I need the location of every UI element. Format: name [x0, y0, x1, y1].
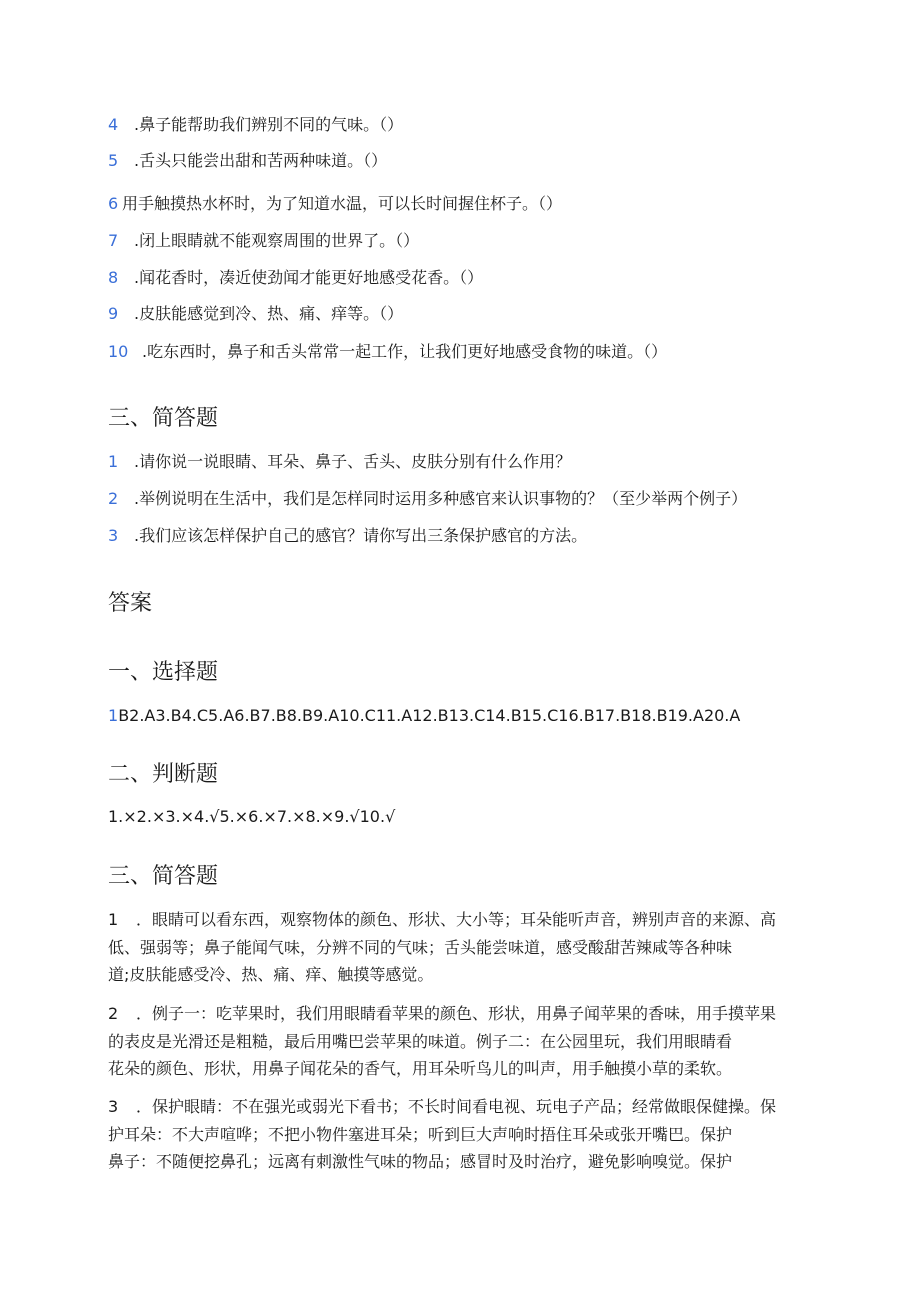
question-text: .鼻子能帮助我们辨别不同的气味。（）: [134, 115, 404, 134]
answer-number: 1: [108, 910, 119, 929]
section-heading-short-answer: 三、简答题: [108, 406, 219, 431]
question-text: .请你说一说眼睛、耳朵、鼻子、舌头、皮肤分别有什么作用？: [134, 452, 572, 471]
answer-number: 2: [108, 1004, 119, 1023]
judgement-question-4: [108, 114, 403, 136]
question-text: .舌头只能尝出甜和苦两种味道。（）: [134, 151, 388, 170]
judgement-question-6: [108, 193, 562, 215]
question-number: 7: [108, 231, 119, 250]
answers-short-heading: 三、简答题: [108, 864, 219, 889]
answer-paragraph-3: [108, 1093, 808, 1176]
question-text: .闭上眼睛就不能观察周围的世界了。（）: [134, 231, 420, 250]
answer-line: 道;皮肤能感受冷、热、痛、痒、触摸等感觉。: [108, 965, 434, 984]
answers-choice-line: [108, 705, 740, 727]
answers-choice-heading: 一、选择题: [108, 660, 219, 685]
question-text: .吃东西时，鼻子和舌头常常一起工作，让我们更好地感受食物的味道。（）: [142, 342, 668, 361]
answer-text: B2.A3.B4.C5.A6.B7.B8.B9.A10.C11.A12.B13.C14.B15.C16.B17.B18.B19.A20.A: [118, 706, 741, 725]
question-number: 10: [108, 342, 129, 361]
question-number: 2: [108, 489, 119, 508]
answer-paragraph-2: [108, 1000, 808, 1083]
short-question-1: [108, 451, 571, 473]
judgement-question-5: [108, 150, 387, 172]
question-text: .闻花香时，凑近使劲闻才能更好地感受花香。（）: [134, 268, 484, 287]
question-text: 用手触摸热水杯时，为了知道水温，可以长时间握住杯子。（）: [122, 194, 563, 213]
answers-title: 答案: [108, 591, 153, 616]
judgement-question-8: [108, 267, 483, 289]
answer-line: 的表皮是光滑还是粗糙，最后用嘴巴尝苹果的味道。例子二：在公园里玩，我们用眼睛看: [108, 1031, 733, 1051]
short-question-3: [108, 525, 587, 547]
judgement-question-9: [108, 303, 403, 325]
question-number: 9: [108, 304, 119, 323]
answer-line: 护耳朵：不大声喧哗；不把小物件塞进耳朵；听到巨大声响时捂住耳朵或张开嘴巴。保护: [108, 1124, 733, 1144]
question-number: 5: [108, 151, 119, 170]
answer-line: 花朵的颜色、形状，用鼻子闻花朵的香气，用耳朵听鸟儿的叫声，用手触摸小草的柔软。: [108, 1059, 733, 1078]
answer-line: ．保护眼睛：不在强光或弱光下看书；不长时间看电视、玩电子产品；经常做眼保健操。保: [136, 1097, 777, 1116]
question-number: 3: [108, 526, 119, 545]
answer-number: 1: [108, 706, 119, 725]
answer-line: ．眼睛可以看东西，观察物体的颜色、形状、大小等；耳朵能听声音，辨别声音的来源、高: [136, 910, 777, 929]
question-text: .皮肤能感觉到冷、热、痛、痒等。（）: [134, 304, 404, 323]
answer-line: ．例子一：吃苹果时，我们用眼睛看苹果的颜色、形状，用鼻子闻苹果的香味，用手摸苹果: [136, 1004, 777, 1023]
question-number: 6: [108, 194, 119, 213]
question-number: 8: [108, 268, 119, 287]
answers-judge-heading: 二、判断题: [108, 762, 219, 787]
short-question-2: [108, 488, 747, 510]
answers-judge-line: 1.×2.×3.×4.√5.×6.×7.×8.×9.√10.√: [108, 807, 396, 826]
question-text: .举例说明在生活中，我们是怎样同时运用多种感官来认识事物的？（至少举两个例子）: [134, 489, 748, 508]
answer-line: 低、强弱等；鼻子能闻气味，分辨不同的气味；舌头能尝味道，感受酸甜苦辣咸等各种味: [108, 937, 733, 957]
answer-number: 3: [108, 1097, 119, 1116]
question-number: 4: [108, 115, 119, 134]
answer-paragraph-1: [108, 906, 808, 989]
judgement-question-7: [108, 230, 419, 252]
question-text: .我们应该怎样保护自己的感官？请你写出三条保护感官的方法。: [134, 526, 588, 545]
question-number: 1: [108, 452, 119, 471]
answer-line: 鼻子：不随便挖鼻孔；远离有刺激性气味的物品；感冒时及时治疗，避免影响嗅觉。保护: [108, 1152, 733, 1171]
judgement-question-10: [108, 341, 667, 363]
